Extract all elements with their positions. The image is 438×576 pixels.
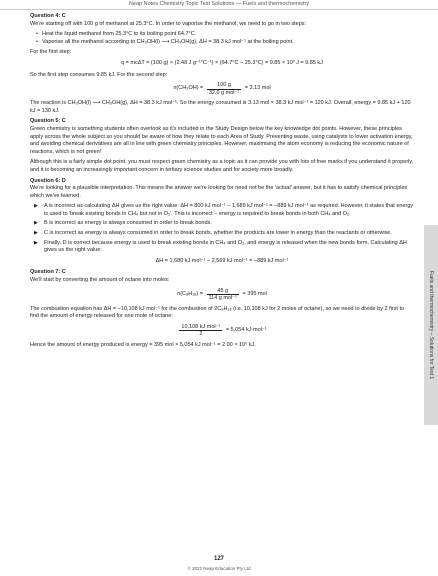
question-6-heading: Question 6: D xyxy=(30,177,66,184)
question-7-final-answer: Hence the amount of energy produced is energy = 395 mol × 5,054 kJ mol⁻¹ = 2.00 × 10⁶ kJ. xyxy=(30,341,256,348)
question-6-option-d: ▶ Finally, D is correct because energy is used to break existing bonds in CH₄ and O₂, and energy is released when the new bonds form. Calculating ΔH gives us the right value: xyxy=(34,240,414,255)
page-number: 127 xyxy=(213,556,224,562)
question-4-moles-lhs: n(CH₃OH) = xyxy=(173,85,204,92)
question-4-conclusion: The reaction is CH₃OH(l) ⟶ CH₃OH(g), ΔH = 38.3 kJ mol⁻¹. So the energy consumed is 3.13 mol × 38.3 kJ mol⁻¹ = 120 kJ. Overall, energy = 9.85 kJ + 120 kJ = 130 kJ. xyxy=(30,100,411,114)
question-4-step-2: • Vaporise all the methanol according to CH₃OH(l) ⟶ CH₃OH(g), ΔH = 38.3 kJ mol⁻¹ at the boiling point. xyxy=(36,39,414,47)
question-7-moles-equation xyxy=(30,288,414,302)
question-4-moles-result: = 3.13 mol xyxy=(244,85,271,92)
fraction-numerator: 45 g xyxy=(207,288,239,296)
question-7-paragraph: The combustion equation has ΔH = −10,108 kJ mol⁻¹ for the combustion of 2C₈H₁₈ (i.e. 10,108 kJ for 2 moles of octane), so we need to divide by 2 first to find the amount of energy released for one mole of octane: xyxy=(30,305,405,320)
fraction-denominator: 32.0 g mol⁻¹ xyxy=(208,89,240,96)
question-5-paragraph-1: Green chemistry is something students often overlook as it's included in the Study Design below the key knowledge dot points. However, these principles apply across the whole subject so you should be aware of how they relate to each Area of Study. Preventing waste, using catalysts to lower activation energy, and avoiding chemical derivatives are all in line with green chemistry principles. However, maximising the atom economy is reducing the economic nature of reactions, which is not green! xyxy=(30,125,413,155)
question-4-section xyxy=(30,13,414,115)
question-6-option-c: ▶ C is incorrect as energy is always consumed in order to break bonds, whether the products are lower in energy than the reactants or otherwise. xyxy=(34,230,414,238)
question-7-heading: Question 7: C xyxy=(30,269,66,276)
question-5-paragraph-2: Although this is a fairly simple dot point, you must respect green chemistry as a topic as it can provide you with lots of free marks if you understand it properly, and it is becoming an increasingly important concern in tertiary science studies and for society more broadly. xyxy=(30,159,414,173)
question-7-energy-result: = 5,054 kJ mol⁻¹ xyxy=(225,327,267,334)
question-7-energy-per-mole xyxy=(30,324,414,338)
question-4-heading: Question 4: C xyxy=(30,13,66,19)
fraction-numerator: 100 g xyxy=(207,82,241,90)
running-header: Neap Notes Chemistry Topic Test Solutions — Fuels and thermochemistry xyxy=(0,0,438,10)
fraction-denominator: 2 xyxy=(199,331,203,338)
question-6-options xyxy=(30,203,414,255)
question-4-steps xyxy=(30,31,414,46)
question-4-moles-fraction xyxy=(207,82,241,96)
question-6-section xyxy=(30,178,414,266)
question-7-moles-result: = 395 mol xyxy=(242,290,267,297)
question-6-intro: We're looking for a plausible interpretation. This means the answer we're looking for need not be the 'actual' answer, but it has to satisfy chemical principles which we've learned. xyxy=(30,185,408,199)
question-4-step1-label: For the first step: xyxy=(30,49,72,56)
question-4-heat-equation: q = mcΔT = (100 g) × (2.48 J g⁻¹°C⁻¹) × (64.7°C − 25.3°C) = 9.85 × 10³ J = 9.85 kJ xyxy=(121,59,323,66)
question-4-intro: We're starting off with 100 g of methanol at 25.3°C. In order to vaporise the methanol, we need to go in two steps: xyxy=(30,20,307,27)
question-6-option-b: ▶ B is incorrect as energy is always consumed in order to break bonds. xyxy=(34,220,414,228)
question-5-heading: Question 5: C xyxy=(30,118,66,125)
question-6-enthalpy-equation: ΔH = 1,680 kJ mol⁻¹ − 2,569 kJ mol⁻¹ = −889 kJ mol⁻¹ xyxy=(155,257,289,264)
solutions-page xyxy=(30,13,414,352)
question-7-energy-fraction xyxy=(179,324,222,338)
fraction-numerator: 10,108 kJ mol⁻¹ xyxy=(181,323,221,330)
side-section-label: Fuels and thermochemistry – Solutions for Test 1 xyxy=(428,270,434,380)
fraction-denominator: 114 g mol⁻¹ xyxy=(208,295,237,302)
question-7-intro: We'll start by converting the amount of octane into moles: xyxy=(30,277,170,284)
question-6-option-a: ▶ A is incorrect as calculating ΔH gives us the right value: ΔH = 800 kJ mol⁻¹ − 1,689 kJ mol⁻¹ = −889 kJ mol⁻¹ as required. However, it states that energy is used to 'break existing bonds in CH₄ but not in O₂'. This is incorrect – energy is required to break bonds in both CH₄ and O₂. xyxy=(34,203,414,218)
question-4-step-1: • Heat the liquid methanol from 25.3°C to its boiling point 64.7°C. xyxy=(36,31,414,39)
question-4-moles-equation xyxy=(30,82,414,96)
question-7-moles-fraction xyxy=(207,288,239,302)
question-5-section xyxy=(30,118,414,174)
copyright-notice: © 2022 Neap Education Pty Ltd xyxy=(187,566,251,571)
question-7-moles-lhs: n(C₈H₁₈) = xyxy=(177,290,203,297)
question-7-section xyxy=(30,269,414,349)
question-4-step2-label: So the first step consumes 9.85 kJ. For the second step: xyxy=(30,71,168,78)
side-section-tab xyxy=(424,225,438,425)
